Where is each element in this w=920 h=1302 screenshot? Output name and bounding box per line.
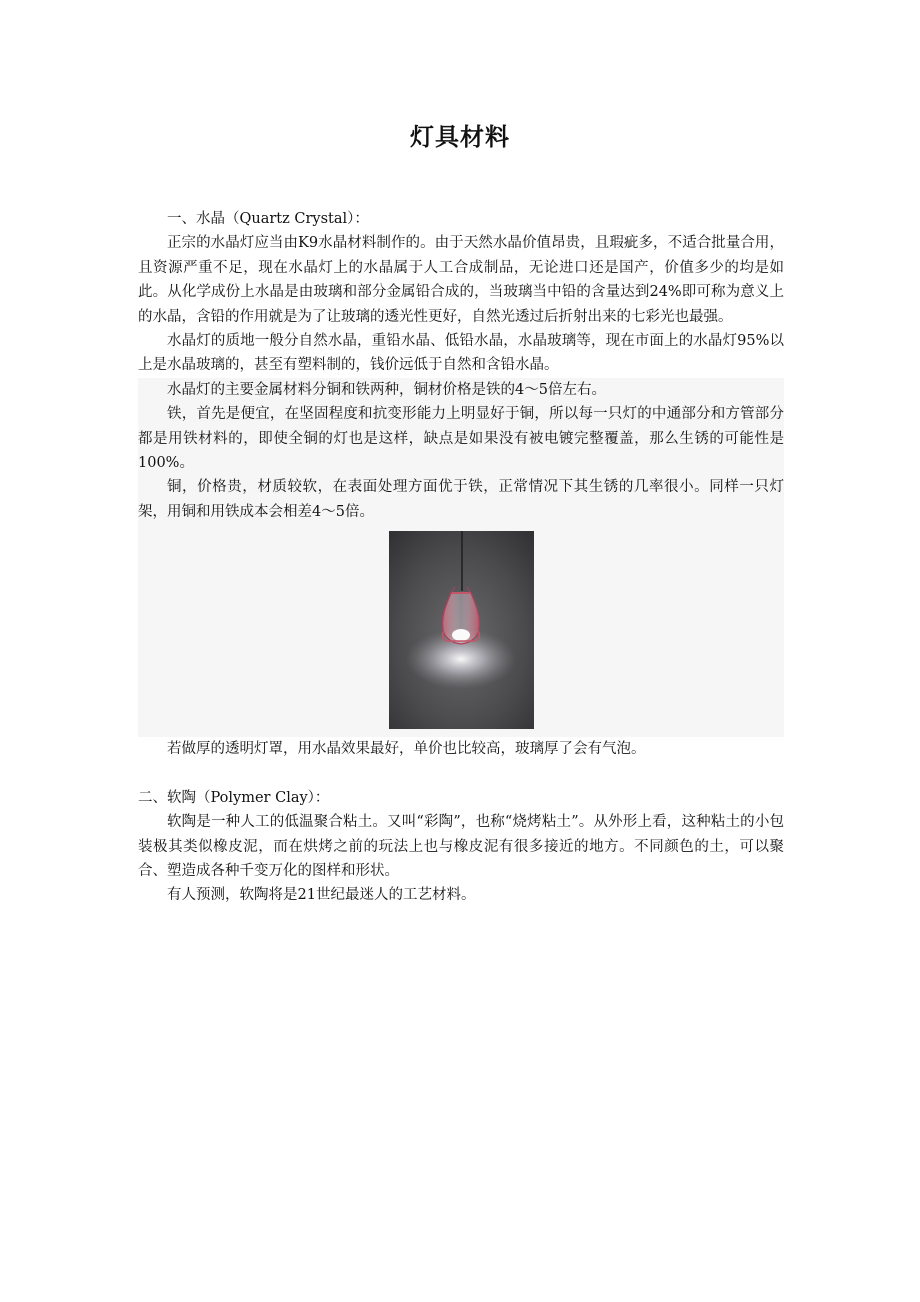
document-title: 灯具材料: [410, 123, 510, 151]
paragraph: 水晶灯的主要金属材料分铜和铁两种，铜材价格是铁的4～5倍左右。: [167, 381, 606, 398]
section1-heading: 一、水晶（Quartz Crystal）：: [167, 211, 369, 227]
section-gap: [138, 762, 784, 786]
paragraph: 铁，首先是便宜，在坚固程度和抗变形能力上明显好于铜，所以每一只灯的中通部分和方管部分都是用铁材料的，即使全铜的灯也是这样，缺点是如果没有被电镀完整覆盖，那么生锈的可能性是100%。: [138, 406, 784, 472]
paragraph: 正宗的水晶灯应当由K9水晶材料制作的。由于天然水晶价值昂贵，且瑕疵多，不适合批量合用，且资源严重不足，现在水晶灯上的水晶属于人工合成制品，无论进口还是国产，价值多少的均是如此。从化学成份上水晶是由玻璃和部分金属铅合成的，当玻璃当中铅的含量达到24%即可称为意义上的水晶，含铅的作用就是为了让玻璃的透光性更好，自然光透过后折射出来的七彩光也最强。: [138, 235, 784, 325]
paragraph: 铜，价格贵，材质较软，在表面处理方面优于铁，正常情况下其生锈的几率很小。同样一只灯架，用铜和用铁成本会相差4～5倍。: [138, 479, 784, 520]
document-body: [138, 207, 784, 908]
metal-materials-block: [138, 378, 784, 737]
section2-heading: 二、软陶（Polymer Clay）：: [138, 789, 330, 806]
paragraph: 水晶灯的质地一般分自然水晶，重铅水晶、低铅水晶，水晶玻璃等，现在市面上的水晶灯95%以上是水晶玻璃的，甚至有塑料制的，钱价远低于自然和含铅水晶。: [138, 333, 784, 374]
pendant-lamp-photo: [389, 531, 534, 729]
paragraph: 有人预测，软陶将是21世纪最迷人的工艺材料。: [167, 887, 476, 904]
paragraph: 若做厚的透明灯罩，用水晶效果最好，单价也比较高，玻璃厚了会有气泡。: [167, 741, 646, 758]
paragraph: 软陶是一种人工的低温聚合粘土。又叫“彩陶”，也称“烧烤粘土”。从外形上看，这种粘土的小包装极其类似橡皮泥，而在烘烤之前的玩法上也与橡皮泥有很多接近的地方。不同颜色的土，可以聚合、塑造成各种千变万化的图样和形状。: [138, 814, 784, 879]
figure: [138, 524, 784, 737]
